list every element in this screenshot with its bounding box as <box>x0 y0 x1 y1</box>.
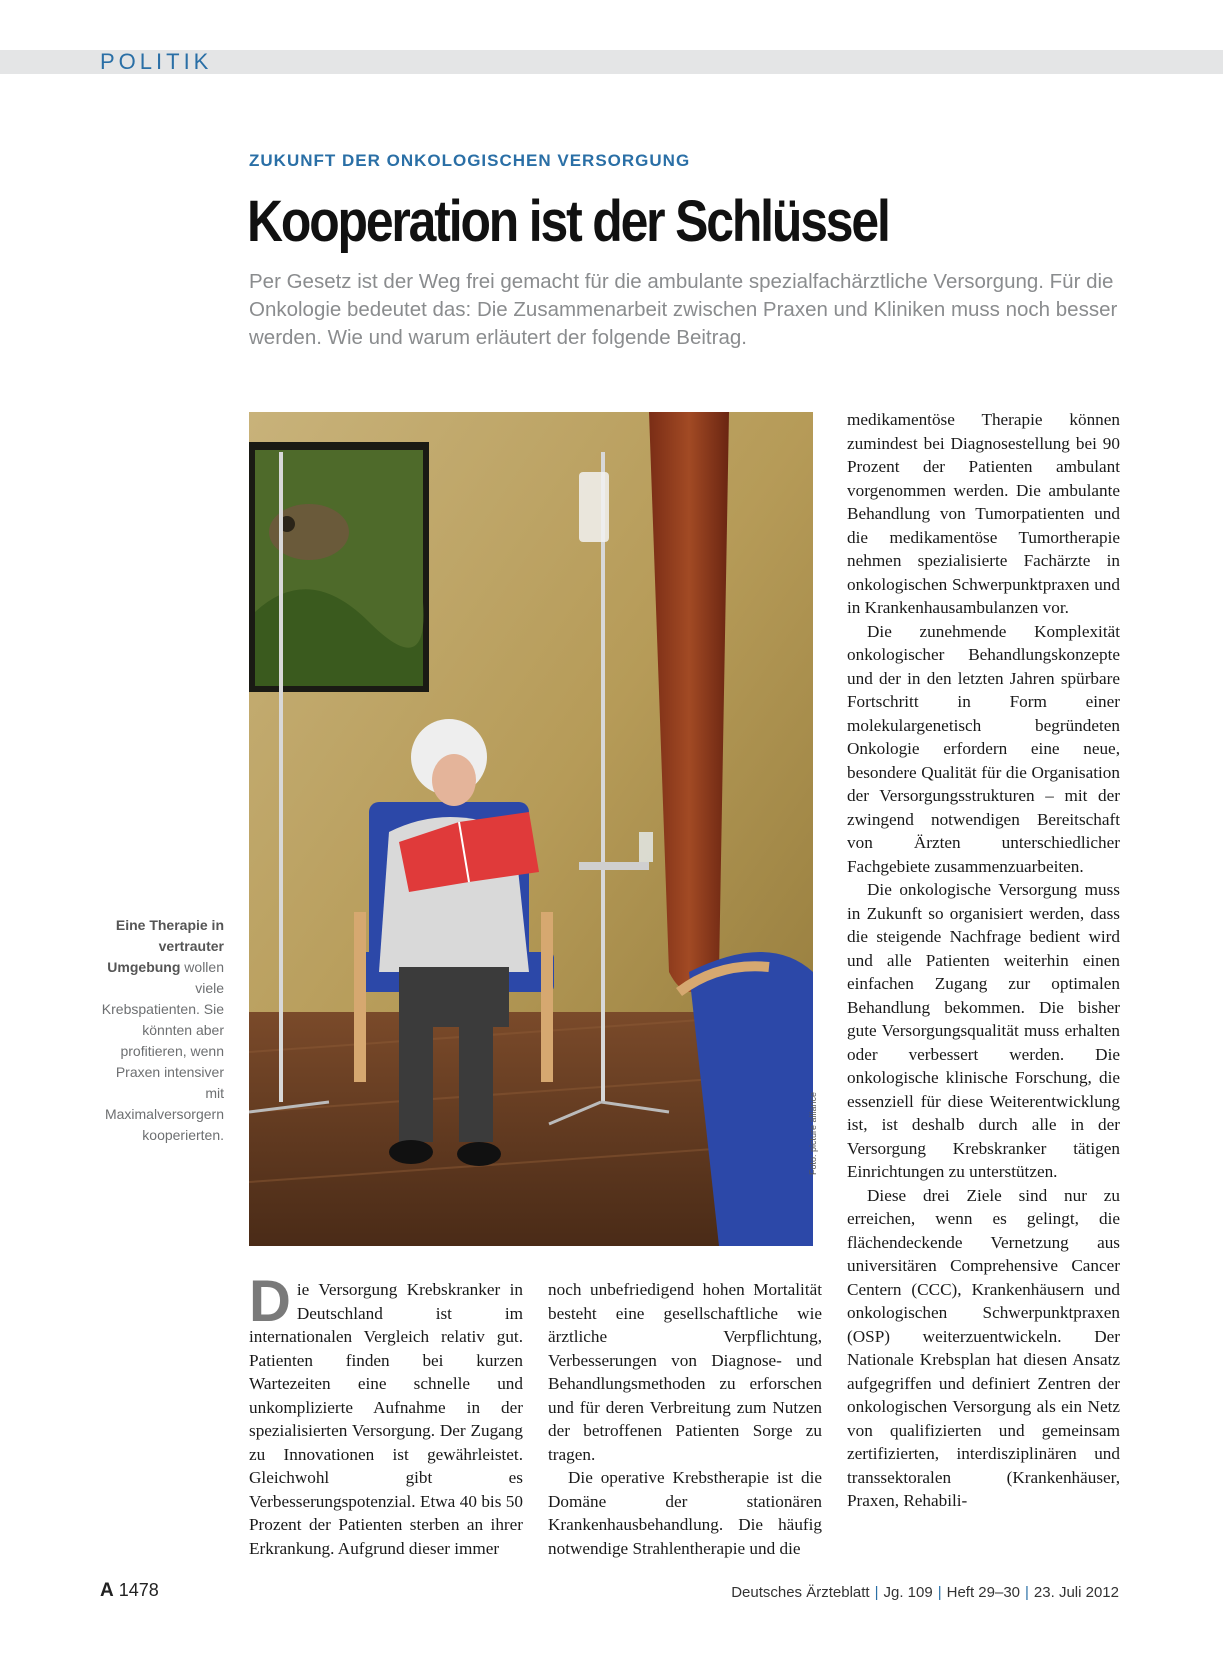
photo-caption <box>96 915 224 1146</box>
col2-paragraph-2: Die operative Krebstherapie ist die Domäne der stationären Krankenhausbehandlung. Die häufig notwendige Strahlentherapie und die <box>548 1468 822 1558</box>
folio-number: 1478 <box>118 1580 159 1600</box>
photo-illustration <box>249 412 813 1246</box>
body-column-1 <box>249 1269 523 1560</box>
col3-paragraph-3: Die onkologische Versorgung muss in Zukunft so organisiert werden, dass die steigende Nachfrage bedient wird und alle Patienten weiterhin einen einfachen Zugang zur optimalen Behandlung bekommen. Die bisher gute Versorgungsqualität muss erhalten oder verbessert werden. Die onkologische klinische Forschung, die essenziell für diese Weiterentwicklung ist, ist deshalb durch alle in der Versorgung Krebskranker tätigen Einrichtungen zu unterstützen. <box>847 880 1120 1181</box>
headline: Kooperation ist der Schlüssel <box>247 189 889 254</box>
article-photo <box>249 412 813 1246</box>
footer-issue: Heft 29–30 <box>946 1584 1021 1601</box>
footer-journal: Deutsches Ärzteblatt <box>731 1584 870 1601</box>
footer-date: 23. Juli 2012 <box>1033 1584 1119 1601</box>
dropcap: D <box>249 1269 291 1334</box>
col1-text: ie Versorgung Krebskranker in Deutschland ist im internationalen Vergleich relativ gut. Patienten finden bei kurzen Wartezeiten eine schnelle und unkomplizierte Aufnahme in der spezialisierten Versorgung. Der Zugang zu Innovationen ist gewährleistet. Gleichwohl gibt es Verbesserungspotenzial. Etwa 40 bis 50 Prozent der Patienten sterben an ihrer Erkrankung. Aufgrund dieser immer <box>249 1280 523 1558</box>
col3-paragraph-2: Die zunehmende Komplexität onkologischer Behandlungskonzepte und der in den letzten Jahren spürbare Fortschritt in Form einer molekulargenetisch begründeten Onkologie erfordern eine neue, besondere Qualität für die Organisation der Versorgungsstrukturen – mit der zwingend notwendigen Bereitschaft von Ärzten unterschiedlicher Fachgebiete zusammenzuarbeiten. <box>847 621 1120 876</box>
folio-prefix: A <box>100 1580 114 1601</box>
section-label: POLITIK <box>100 49 213 74</box>
caption-text: wollen viele Krebspatienten. Sie könnten aber profitieren, wenn Praxen intensiver mit Maximalversorgern kooperierten. <box>101 959 224 1143</box>
page-folio <box>100 1580 159 1602</box>
col3-paragraph-1: medikamentöse Therapie können zumindest bei Diagnosestellung bei 90 Prozent der Patienten ambulant vorgenommen werden. Die ambulante Behandlung von Tumorpatienten und die medikamentöse Tumortherapie nehmen spezialisierte Fachärzte in onkologischen Schwerpunktpraxen und in Krankenhausambulanzen vor. <box>847 410 1120 617</box>
footer-separator: | <box>1025 1584 1029 1601</box>
body-column-3 <box>847 408 1120 1513</box>
caption-bold: Eine Therapie in vertrauter Umgebung <box>107 917 224 975</box>
col2-paragraph-1: noch unbefriedigend hohen Mortalität besteht eine gesellschaftliche wie ärztliche Verpflichtung, Verbesserungen von Diagnose- und Behandlungsmethoden zu erforschen und für deren Verbreitung zum Nutzen der betroffenen Patienten Sorge zu tragen. <box>548 1280 822 1464</box>
footer-info <box>731 1584 1119 1601</box>
body-column-2 <box>548 1278 822 1560</box>
footer-separator: | <box>874 1584 879 1601</box>
lead-paragraph: Per Gesetz ist der Weg frei gemacht für die ambulante spezialfachärztliche Versorgung. Für die Onkologie bedeutet das: Die Zusammenarbeit zwischen Praxen und Kliniken muss noch besser werden. Wie und warum erläutert der folgende Beitrag. <box>249 270 1118 349</box>
footer-volume: Jg. 109 <box>883 1584 933 1601</box>
col3-paragraph-4: Diese drei Ziele sind nur zu erreichen, wenn es gelingt, die flächendeckende Vernetzung aus universitären Comprehensive Cancer Centern (CCC), Krankenhäusern und onkologischen Schwerpunktpraxen (OSP) weiterzuentwickeln. Der Nationale Krebsplan hat diesen Ansatz aufgegriffen und definiert Zentren der onkologischen Versorgung als ein Netz von qualifizierten und gemeinsam zertifizierten, interdisziplinären und transsektoralen (Krankenhäuser, Praxen, Rehabili- <box>847 1185 1120 1510</box>
footer-separator: | <box>937 1584 942 1601</box>
photo-credit: Foto: picture alliance <box>808 1091 818 1175</box>
kicker: ZUKUNFT DER ONKOLOGISCHEN VERSORGUNG <box>249 151 691 170</box>
